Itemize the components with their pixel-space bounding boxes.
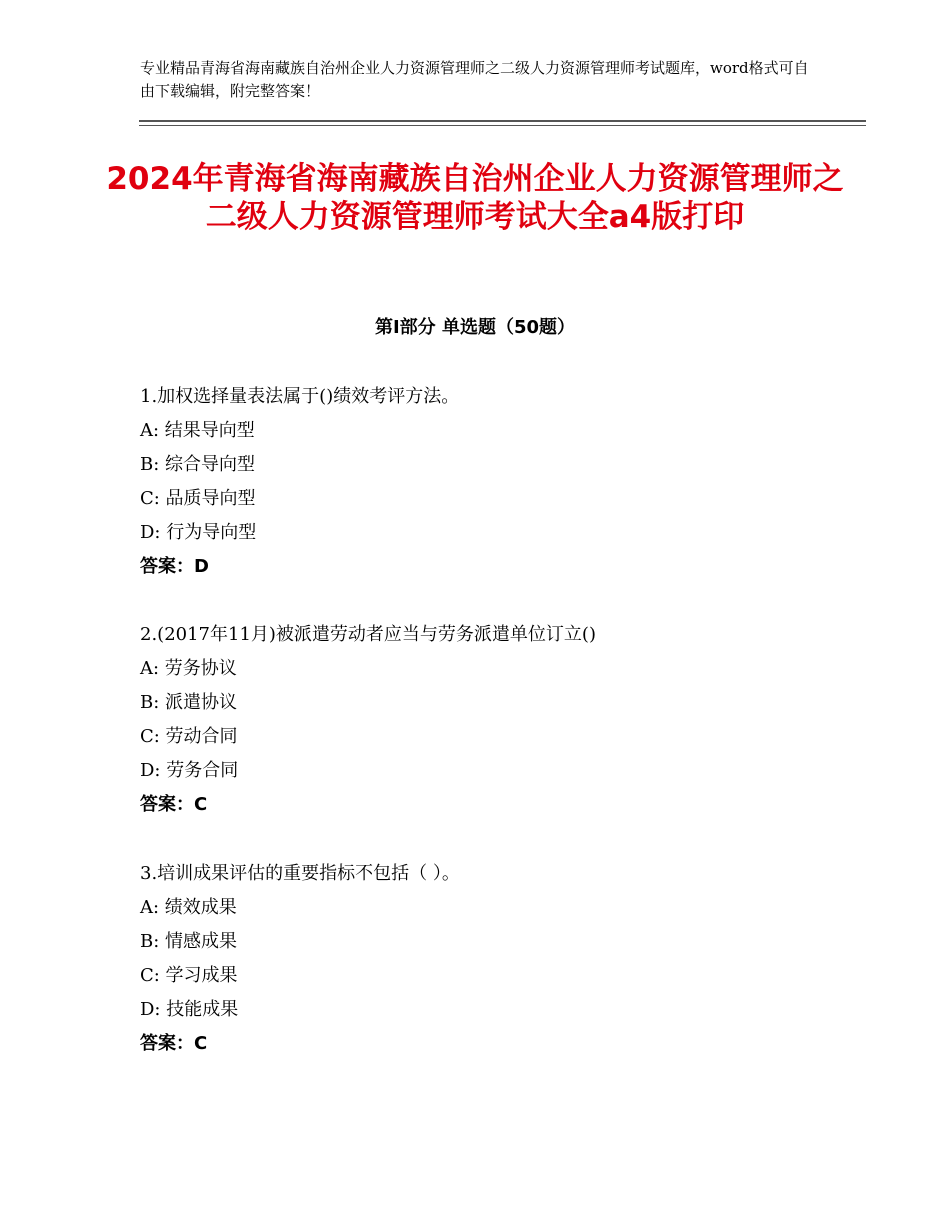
option-c: C: 学习成果 bbox=[140, 965, 238, 986]
question-stem: 3.培训成果评估的重要指标不包括（ ）。 bbox=[140, 863, 460, 884]
document-title: 2024年青海省海南藏族自治州企业人力资源管理师之二级人力资源管理师考试大全a4版打印 bbox=[106, 161, 844, 235]
option-a: A: 绩效成果 bbox=[140, 897, 237, 918]
option-b: B: 情感成果 bbox=[140, 931, 238, 952]
answer: 答案：C bbox=[140, 794, 208, 815]
answer: 答案：D bbox=[140, 556, 209, 577]
option-d: D: 行为导向型 bbox=[140, 522, 257, 543]
option-d: D: 劳务合同 bbox=[140, 760, 239, 781]
question-2 bbox=[140, 623, 840, 827]
option-d: D: 技能成果 bbox=[140, 999, 239, 1020]
question-3 bbox=[140, 862, 840, 1066]
answer: 答案：C bbox=[140, 1033, 208, 1054]
question-stem: 1.加权选择量表法属于()绩效考评方法。 bbox=[140, 386, 460, 407]
option-b: B: 综合导向型 bbox=[140, 454, 256, 475]
section-heading: 第Ⅰ部分 单选题（50题） bbox=[374, 317, 575, 338]
option-a: A: 结果导向型 bbox=[140, 420, 255, 441]
header-note: 专业精品青海省海南藏族自治州企业人力资源管理师之二级人力资源管理师考试题库，word格式可自由下载编辑，附完整答案！ bbox=[140, 59, 809, 100]
header-divider-thick bbox=[139, 120, 866, 122]
question-1 bbox=[140, 385, 840, 589]
option-b: B: 派遣协议 bbox=[140, 692, 238, 713]
option-a: A: 劳务协议 bbox=[140, 658, 237, 679]
option-c: C: 劳动合同 bbox=[140, 726, 238, 747]
option-c: C: 品质导向型 bbox=[140, 488, 256, 509]
header-divider-thin bbox=[139, 125, 866, 126]
question-stem: 2.(2017年11月)被派遣劳动者应当与劳务派遣单位订立() bbox=[140, 624, 596, 645]
